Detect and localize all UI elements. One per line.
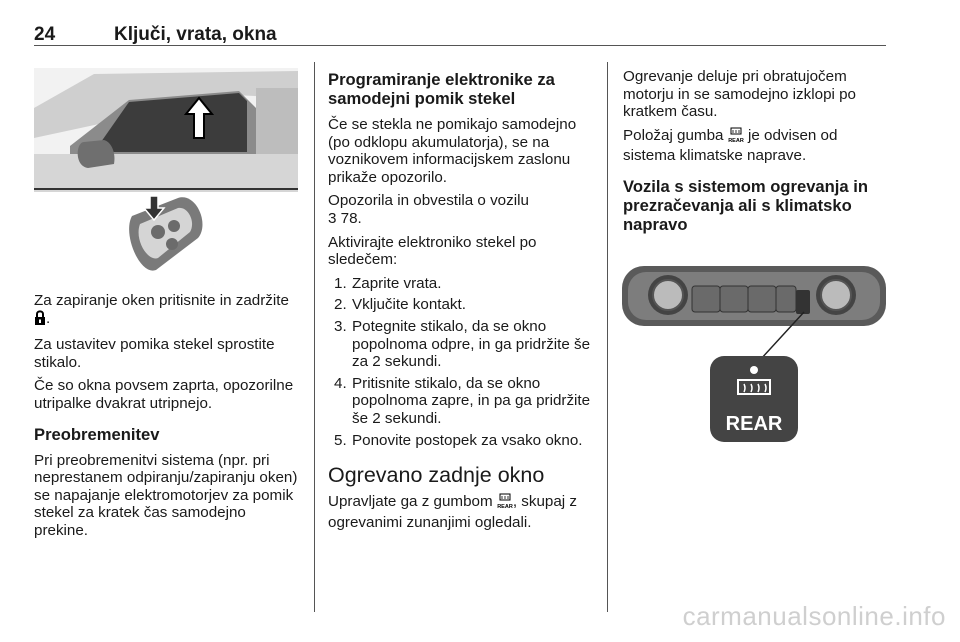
padlock-icon bbox=[34, 310, 46, 331]
paragraph-overload: Pri preobremenitvi sistema (npr. pri neprestanem odpiranju/zapiranju oken) se napajanje elektromotorjev za pomik stekel za kratek čas samodejno prekine. bbox=[34, 451, 298, 539]
paragraph-reference: Opozorila in obvestila o vozilu 3 78. bbox=[328, 192, 529, 227]
paragraph-operation: Ogrevanje deluje pri obratujočem motorju in se samodejno izklopi po kratkem času. bbox=[623, 68, 856, 121]
svg-text:REAR: REAR bbox=[727, 137, 744, 143]
page-header bbox=[34, 0, 886, 46]
watermark: carmanualsonline.info bbox=[682, 601, 946, 631]
rear-defrost-icon bbox=[497, 493, 513, 514]
page-number: 24 bbox=[34, 24, 56, 45]
rear-defrost-icon bbox=[728, 127, 744, 148]
paragraph-button: Upravljate ga z gumbom REAR , skupaj z ogrevanimi zunanjimi ogledali. bbox=[328, 493, 577, 531]
list-item: 3. Potegnite stikalo, da se okno popolnoma odpre, in ga pridržite še za 2 sekundi. bbox=[334, 317, 591, 371]
page-title: Ključi, vrata, okna bbox=[114, 24, 277, 45]
list-item: 5. Ponovite postopek za vsako okno. bbox=[334, 431, 583, 449]
list-item: 2. Vključite kontakt. bbox=[334, 296, 466, 314]
paragraph-warning: Če se stekla ne pomikajo samodejno (po odklopu akumulatorja), se na voznikovem informacijskem zaslonu prikaže opozorilo. bbox=[328, 116, 577, 186]
heading-climate: Vozila s sistemom ogrevanja in prezračevanja ali s klimatsko napravo bbox=[623, 176, 868, 234]
column-left bbox=[34, 292, 300, 546]
column-right bbox=[623, 68, 889, 242]
list-item: 4. Pritisnite stikalo, da se okno popolnoma zapre, in pa ga pridržite še 2 sekundi. bbox=[334, 374, 591, 427]
list-item: 1. Zaprite vrata. bbox=[334, 274, 442, 292]
heading-overload: Preobremenitev bbox=[34, 424, 160, 444]
paragraph-lock-windows: Za zapiranje oken pritisnite in zadržite . bbox=[34, 292, 300, 330]
steps-list bbox=[328, 275, 594, 449]
column-middle bbox=[328, 68, 594, 537]
paragraph-activate: Aktivirajte elektroniko stekel po sledečem: bbox=[328, 233, 537, 269]
key-fob-illustration bbox=[126, 194, 210, 274]
column-divider bbox=[314, 62, 315, 612]
column-divider bbox=[607, 62, 608, 612]
heading-programming: Programiranje elektronike za samodejni pomik stekel bbox=[328, 70, 555, 108]
paragraph-hazard-flash: Če so okna povsem zaprta, opozorilne utripalke dvakrat utripnejo. bbox=[34, 377, 294, 412]
climate-panel-illustration bbox=[620, 264, 888, 446]
paragraph-position: Položaj gumba REAR je odvisen od sistema klimatske naprave. bbox=[623, 126, 838, 165]
rear-button-label: REAR bbox=[725, 413, 783, 435]
section-title-heated-rear-window: Ogrevano zadnje okno bbox=[328, 463, 545, 488]
window-illustration bbox=[34, 68, 298, 192]
svg-text:REAR: REAR bbox=[497, 504, 513, 510]
page-reference-link[interactable]: 3 78. bbox=[328, 209, 362, 227]
paragraph-stop: Za ustavitev pomika stekel sprostite stikalo. bbox=[34, 336, 275, 371]
